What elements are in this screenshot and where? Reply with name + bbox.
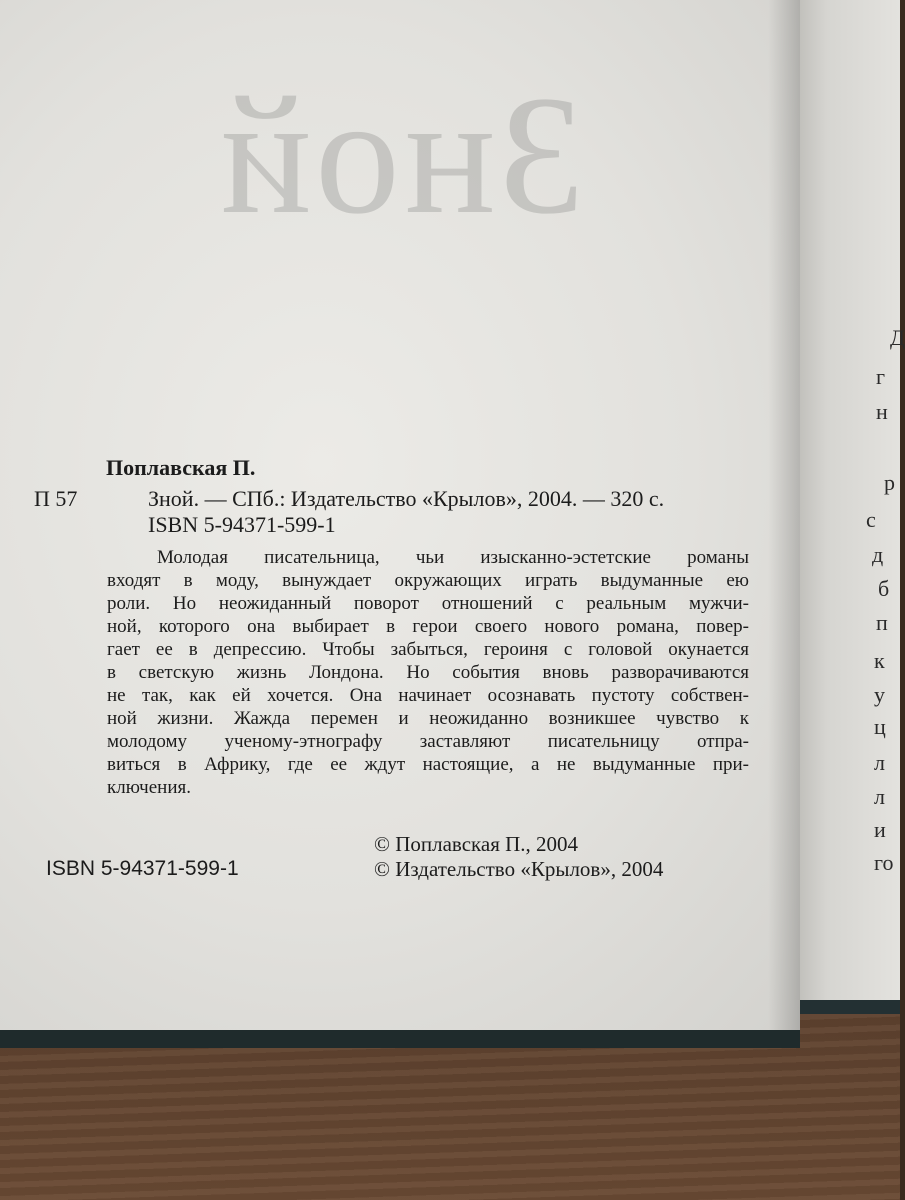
right-page-fragment: го [874,850,894,875]
abstract-line: ной, которого она выбирает в герои своего нового романа, повер- [107,616,749,637]
abstract-line: молодому ученому-этнографу заставляют писательницу отпра- [107,731,749,752]
author-name: Поплавская П. [106,455,256,480]
right-page-fragment: р [884,470,895,495]
show-through-title: Зной [215,61,585,249]
right-page-fragment: ц [874,714,886,739]
right-page-fragment: Д [890,325,905,350]
right-page-fragment: л [874,784,885,809]
abstract-line: виться в Африку, где ее ждут настоящие, а не выдуманные при- [107,754,749,775]
copyright-author: © Поплавская П., 2004 [374,832,579,856]
abstract-line: ключения. [107,777,191,798]
abstract-line: не так, как ей хочется. Она начинает осознавать пустоту собствен- [107,685,749,706]
right-page-fragment: и [874,817,886,842]
copyright-publisher: © Издательство «Крылов», 2004 [374,857,664,881]
shelf-code: П 57 [34,486,78,511]
right-page-fragment: у [874,682,885,707]
footer-isbn: ISBN 5-94371-599-1 [46,857,239,880]
right-page-fragment: л [874,750,885,775]
abstract-line: в светскую жизнь Лондона. Но события вновь разворачиваются [107,662,749,683]
right-page-fragment: д [872,542,884,567]
abstract [107,546,749,799]
right-page-cover-edge [788,1000,900,1014]
abstract-line: ной жизни. Жажда перемен и неожиданно возникшее чувство к [107,708,749,729]
right-page-fragment: н [876,399,888,424]
isbn-line: ISBN 5-94371-599-1 [148,512,336,537]
right-page-fragment: с [866,507,876,532]
abstract-line: Молодая писательница, чьи изысканно-эстетские романы [157,547,749,568]
title-line: Зной. — СПб.: Издательство «Крылов», 2004. — 320 с. [148,486,665,511]
right-page-fragment: к [874,648,885,673]
spine-shadow [768,0,800,1030]
abstract-line: входят в моду, вынуждает окружающих играть выдуманные ею [107,570,749,591]
right-page-fragment: б [878,576,890,601]
right-page-fragment: п [876,610,888,635]
right-page-fragment: г [876,364,886,389]
abstract-line: роли. Но неожиданный поворот отношений с реальным мужчи- [107,593,749,614]
abstract-line: гает ее в депрессию. Чтобы забыться, героиня с головой окунается [107,639,749,660]
